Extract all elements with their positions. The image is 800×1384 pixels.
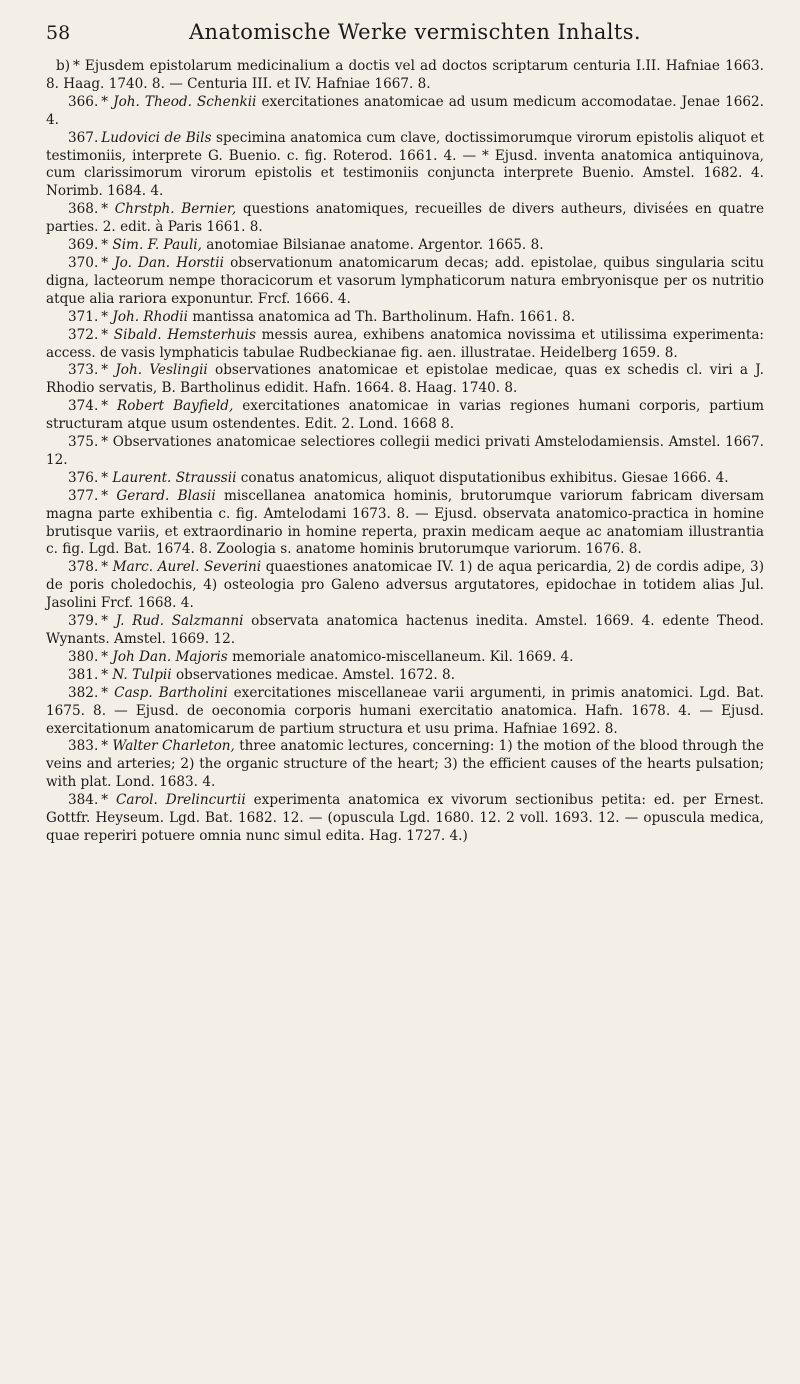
page-header: [46, 20, 764, 44]
entry-number: 369.: [68, 237, 99, 254]
entry-number: 384.: [68, 792, 99, 809]
bibliography-list: [46, 58, 764, 846]
entry-text: specimina anatomica cum clave, doctissimorumque virorum epistolis aliquot et testimoniis, interprete G. Buenio. c. fig. Roterod. 1661. 4. — * Ejusd. inventa anatomica antiquinova, cum clarissimorum virorum epistolis et testimoniis conjuncta interprete Buenio. Amstel. 1682. 4. Norimb. 1684. 4.: [46, 129, 764, 200]
entry-text: observationes anatomicae et epistolae medicae, quas ex schedis cl. viri a J. Rhodio servatis, B. Bartholinus edidit. Hafn. 1664. 8. Haag. 1740. 8.: [46, 362, 764, 397]
entry-number: 374.: [68, 398, 99, 415]
entry-text: messis aurea, exhibens anatomica novissima et utilissima experimenta: access. de vasis lymphaticis tabulae Rudbeckianae fig. aen. illustratae. Heidelberg 1659. 8.: [46, 326, 765, 361]
entry-number: 378.: [68, 559, 99, 576]
entry-number: 383.: [68, 738, 99, 755]
entry-text: miscellanea anatomica hominis, brutorumque variorum fabricam diversam magna parte exhibentia c. fig. Amtelodami 1673. 8. — Ejusd. observata anatomico-practica in homine brutisque variis, et extraordinario in homine reperta, praxin medicam aeque ac anatomiam illustrantia c. fig. Lgd. Bat. 1674. 8. Zoologia s. anatome hominis brutorumque variorum. 1676. 8.: [46, 487, 764, 558]
entry-text: anotomiae Bilsianae anatome. Argentor. 1665. 8.: [206, 237, 544, 254]
entry-author: * Walter Charleton,: [101, 738, 235, 755]
entry-author: * Joh Dan. Majoris: [101, 648, 228, 665]
bibliography-entry: [46, 649, 764, 667]
entry-text: mantissa anatomica ad Th. Bartholinum. Hafn. 1661. 8.: [192, 308, 576, 325]
bibliography-entry: [46, 255, 764, 309]
bibliography-entry: [46, 58, 764, 94]
entry-number: 370.: [68, 254, 99, 271]
entry-number: 368.: [68, 201, 99, 218]
entry-number: 373.: [68, 362, 99, 379]
entry-author: * Carol. Drelincurtii: [101, 792, 246, 809]
entry-number: 382.: [68, 684, 99, 701]
bibliography-entry: [46, 685, 764, 739]
entry-text: exercitationes anatomicae ad usum medicum accomodatae. Jenae 1662. 4.: [46, 93, 764, 128]
entry-author: * Jo. Dan. Horstii: [101, 254, 224, 271]
bibliography-entry: [46, 792, 764, 846]
entry-number: 379.: [68, 613, 99, 630]
bibliography-entry: [46, 237, 764, 255]
bibliography-entry: [46, 362, 764, 398]
entry-text: exercitationes anatomicae in varias regiones humani corporis, partium structuram atque usum ostendentes. Edit. 2. Lond. 1668 8.: [46, 398, 764, 433]
entry-author: * Chrstph. Bernier,: [101, 201, 237, 218]
entry-text: observationes medicae. Amstel. 1672. 8.: [175, 666, 456, 683]
entry-number: 375.: [68, 434, 99, 451]
entry-text: experimenta anatomica ex vivorum sectionibus petita: ed. per Ernest. Gottfr. Heyseum. Lgd. Bat. 1682. 12. — (opuscula Lgd. 1680. 12. 2 voll. 1693. 12. — opuscula medica, quae reperiri potuere omnia nunc simul edita. Hag. 1727. 4.): [46, 792, 764, 844]
entry-number: 376.: [68, 469, 99, 486]
entry-text: * Ejusdem epistolarum medicinalium a doctis vel ad doctos scriptarum centuria I.II. Hafniae 1663. 8. Haag. 1740. 8. — Centuria III. et IV. Hafniae 1667. 8.: [46, 58, 764, 92]
entry-text: exercitationes miscellaneae varii argumenti, in primis anatomici. Lgd. Bat. 1675. 8. — Ejusd. de oeconomia corporis humani exercitatio anatomica. Hafn. 1678. 4. — Ejusd. exercitationum anatomicarum de partium structura et usu prima. Hafniae 1692. 8.: [46, 684, 764, 737]
entry-author: * Joh. Rhodii: [101, 308, 189, 325]
entry-author: * Joh. Veslingii: [101, 362, 208, 379]
entry-number: 380.: [68, 648, 99, 665]
bibliography-entry: [46, 327, 764, 363]
entry-text: observationum anatomicarum decas; add. epistolae, quibus singularia scitu digna, lacteorum nempe thoracicorum et vasorum lymphaticorum natura embryonisque per os nutritio atque alia rariora exponuntur. Frcf. 1666. 4.: [46, 254, 764, 307]
bibliography-entry: [46, 667, 764, 685]
bibliography-entry: [46, 559, 764, 613]
entry-number: 372.: [68, 326, 99, 343]
bibliography-entry: [46, 130, 764, 202]
bibliography-entry: [46, 434, 764, 470]
entry-author: * Sim. F. Pauli,: [101, 237, 202, 254]
entry-text: memoriale anatomico-miscellaneum. Kil. 1669. 4.: [232, 648, 574, 665]
entry-author: * Laurent. Straussii: [101, 469, 237, 486]
entry-author: * Sibald. Hemsterhuis: [101, 326, 256, 343]
bibliography-entry: [46, 470, 764, 488]
entry-text: questions anatomiques, recueilles de divers autheurs, divisées en quatre parties. 2. edit. à Paris 1661. 8.: [46, 201, 764, 236]
entry-text: conatus anatomicus, aliquot disputationibus exhibitus. Giesae 1666. 4.: [240, 469, 729, 486]
entry-author: * Robert Bayfield,: [101, 398, 234, 415]
bibliography-entry: [46, 201, 764, 237]
entry-number: 367.: [68, 129, 99, 146]
entry-text: observata anatomica hactenus inedita. Amstel. 1669. 4. edente Theod. Wynants. Amstel. 1669. 12.: [46, 613, 764, 647]
bibliography-entry: [46, 613, 764, 649]
bibliography-entry: [46, 488, 764, 560]
bibliography-entry: [46, 94, 764, 130]
entry-number: 377.: [68, 487, 99, 504]
entry-text: three anatomic lectures, concerning: 1) the motion of the blood through the veins and arteries; 2) the organic structure of the heart; 3) the efficient causes of the hearts pulsation; with plat. Lond. 1683. 4.: [46, 738, 764, 791]
bibliography-entry: [46, 398, 764, 434]
entry-author: * Casp. Bartholini: [101, 684, 228, 701]
entry-text: * Observationes anatomicae selectiores collegii medici privati Amstelodamiensis. Amstel. 1667. 12.: [46, 434, 764, 468]
page-number: 58: [46, 22, 71, 44]
running-head: Anatomische Werke vermischten Inhalts.: [188, 20, 642, 44]
bibliography-entry: [46, 738, 764, 792]
entry-number: 371.: [68, 308, 99, 325]
bibliography-entry: [46, 309, 764, 327]
entry-text: quaestiones anatomicae IV. 1) de aqua pericardia, 2) de cordis adipe, 3) de poris choledochis, 4) osteologia pro Galeno adversus argutatores, epidochae in totidem alias Jul. Jasolini Frcf. 1668. 4.: [46, 559, 765, 612]
entry-number: 381.: [68, 666, 99, 683]
entry-author: Ludovici de Bils: [101, 129, 212, 146]
entry-author: * Gerard. Blasii: [101, 487, 216, 504]
entry-author: * J. Rud. Salzmanni: [101, 613, 244, 630]
entry-author: * N. Tulpii: [101, 666, 172, 683]
entry-number: 366.: [68, 93, 99, 110]
entry-number: b): [56, 58, 71, 74]
entry-author: * Marc. Aurel. Severini: [101, 559, 262, 576]
entry-author: * Joh. Theod. Schenkii: [101, 93, 257, 110]
